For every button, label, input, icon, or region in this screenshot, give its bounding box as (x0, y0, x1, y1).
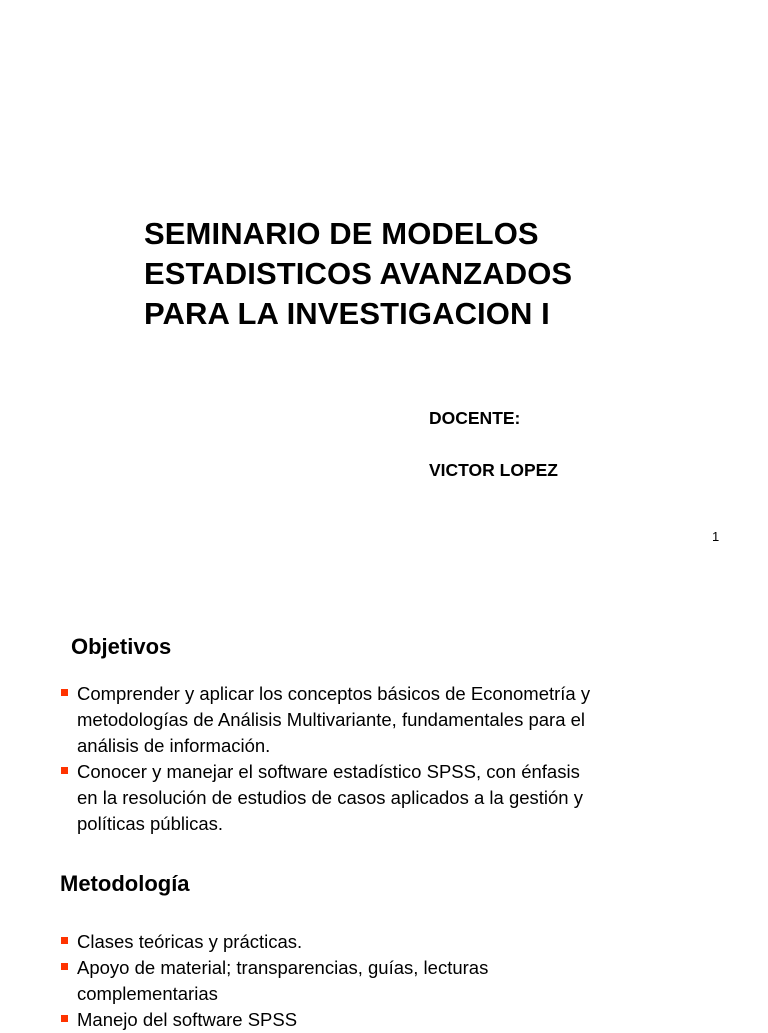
title-line: ESTADISTICOS AVANZADOS (144, 256, 573, 291)
page-number: 1 (712, 529, 720, 544)
objetivos-heading: Objetivos (71, 634, 172, 659)
list-item-line: Clases teóricas y prácticas. (77, 931, 303, 952)
list-item-line: políticas públicas. (77, 813, 224, 834)
docente-name: VICTOR LOPEZ (429, 460, 558, 480)
metodologia-list (60, 929, 700, 1033)
list-item (60, 759, 700, 837)
square-bullet-icon (61, 963, 68, 970)
square-bullet-icon (61, 767, 68, 774)
docente-label: DOCENTE: (429, 408, 521, 428)
list-item (60, 955, 700, 1007)
title-line: PARA LA INVESTIGACION I (144, 296, 550, 331)
title-line: SEMINARIO DE MODELOS (144, 216, 539, 251)
list-item-line: Comprender y aplicar los conceptos básicos de Econometría y (77, 683, 591, 704)
metodologia-heading: Metodología (60, 871, 190, 896)
list-item-line: Apoyo de material; transparencias, guías, lecturas (77, 957, 489, 978)
list-item-line: análisis de información. (77, 735, 271, 756)
square-bullet-icon (61, 1015, 68, 1022)
list-item (60, 929, 700, 955)
list-item-line: complementarias (77, 983, 218, 1004)
square-bullet-icon (61, 937, 68, 944)
list-item-line: Manejo del software SPSS (77, 1009, 298, 1030)
list-item-line: Conocer y manejar el software estadístico SPSS, con énfasis (77, 761, 580, 782)
list-item-line: en la resolución de estudios de casos aplicados a la gestión y (77, 787, 583, 808)
list-item (60, 681, 700, 759)
objetivos-list (60, 681, 700, 837)
slide-title (144, 214, 704, 334)
list-item (60, 1007, 700, 1033)
list-item-line: metodologías de Análisis Multivariante, fundamentales para el (77, 709, 586, 730)
square-bullet-icon (61, 689, 68, 696)
